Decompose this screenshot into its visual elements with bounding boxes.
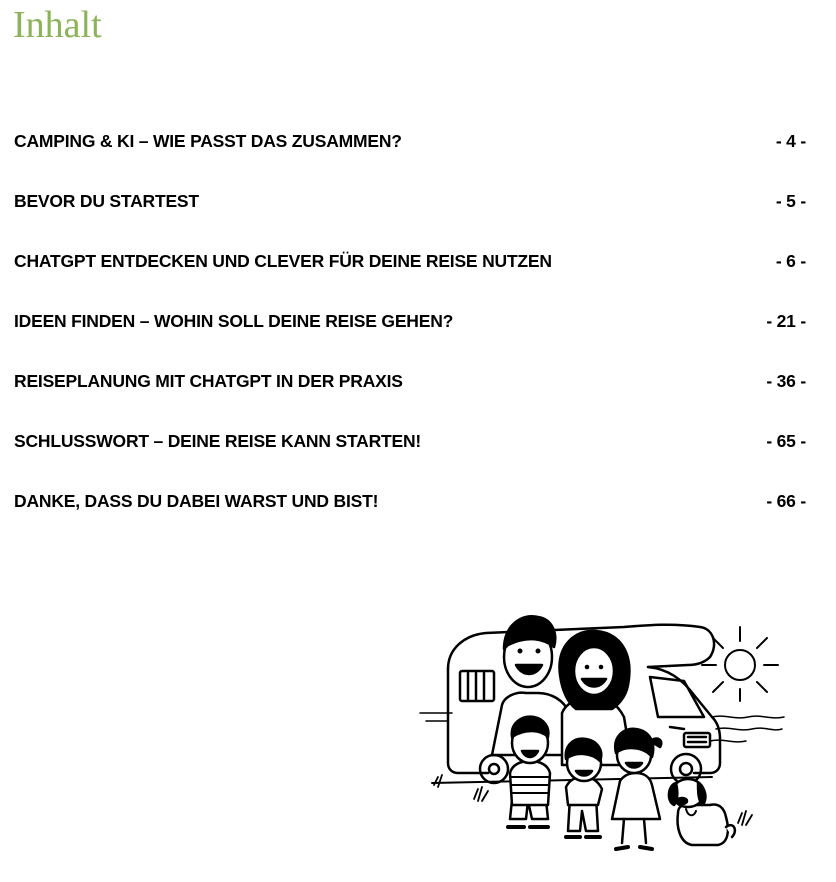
toc-entry-page: - 5 - <box>775 191 806 211</box>
toc-entry[interactable] <box>14 427 806 487</box>
family-camper-illustration <box>412 605 788 857</box>
child-figure-boy <box>508 717 550 827</box>
toc-entry-title: CHATGPT ENTDECKEN UND CLEVER FÜR DEINE REISE NUTZEN <box>14 251 552 271</box>
toc-entry-page: - 21 - <box>766 311 806 331</box>
toc-entry[interactable] <box>14 247 806 307</box>
table-of-contents <box>14 127 806 547</box>
toc-entry-title: REISEPLANUNG MIT CHATGPT IN DER PRAXIS <box>14 371 403 391</box>
toc-entry-title: CAMPING & KI – WIE PASST DAS ZUSAMMEN? <box>14 131 402 151</box>
toc-entry-page: - 4 - <box>775 131 806 151</box>
toc-entry[interactable] <box>14 127 806 187</box>
toc-entry-page: - 36 - <box>766 371 806 391</box>
toc-entry-page: - 65 - <box>766 431 806 451</box>
child-figure-girl <box>612 729 661 849</box>
page-title: Inhalt <box>13 4 102 46</box>
toc-entry-title: IDEEN FINDEN – WOHIN SOLL DEINE REISE GEHEN? <box>14 311 454 331</box>
toc-entry[interactable] <box>14 367 806 427</box>
toc-entry-title: SCHLUSSWORT – DEINE REISE KANN STARTEN! <box>14 431 422 451</box>
toc-entry-title: BEVOR DU STARTEST <box>14 191 199 211</box>
toc-entry[interactable] <box>14 187 806 247</box>
toc-entry-title: DANKE, DASS DU DABEI WARST UND BIST! <box>14 491 379 511</box>
toc-entry[interactable] <box>14 307 806 367</box>
child-figure-middle <box>566 739 602 837</box>
toc-entry-page: - 66 - <box>766 491 806 511</box>
toc-entry-page: - 6 - <box>775 251 806 271</box>
dog-icon <box>669 779 735 845</box>
toc-entry[interactable] <box>14 487 806 547</box>
